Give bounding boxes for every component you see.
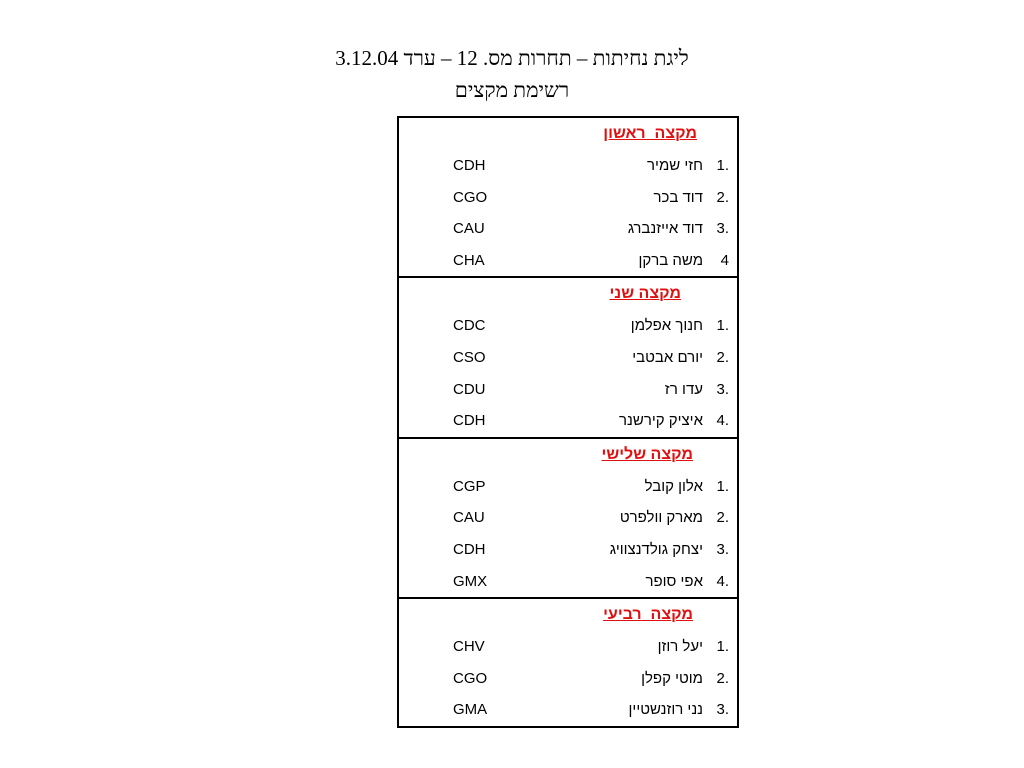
pilot-code: CDU: [453, 380, 486, 398]
pilot-code: CDH: [453, 540, 486, 558]
row-number: 2.: [716, 509, 729, 527]
row-number: 3.: [716, 701, 729, 719]
table-row: [399, 245, 737, 277]
pilot-code: CAU: [453, 220, 485, 238]
pilot-name: מוטי קפלן: [641, 669, 703, 687]
heat-heading: מקצה שני: [609, 285, 681, 303]
row-number: 4.: [716, 412, 729, 430]
heat-heading: מקצה ראשון: [603, 125, 697, 142]
row-number: 3.: [716, 380, 729, 398]
heat-group-1: [399, 118, 737, 276]
table-row: [399, 405, 737, 437]
row-number: 3.: [716, 540, 729, 558]
pilot-code: CGO: [453, 669, 488, 687]
heat-heading: מקצה רביעי: [603, 606, 693, 624]
pilot-code: CDH: [453, 412, 486, 430]
table-row: [399, 663, 737, 695]
row-number: 4: [720, 251, 729, 269]
document-subtitle: רשימת מקצים: [454, 78, 570, 102]
table-row: [399, 566, 737, 598]
row-number: 2.: [716, 669, 729, 687]
pilot-name: דוד בכר: [653, 188, 703, 206]
heat-group-4: [399, 597, 737, 726]
pilot-name: אפי סופר: [645, 572, 703, 590]
table-row: [399, 694, 737, 726]
pilot-code: GMX: [453, 572, 488, 590]
row-number: 3.: [716, 220, 729, 238]
pilot-name: מארק וולפרט: [619, 509, 703, 527]
pilot-code: CGO: [453, 188, 488, 206]
table-row: [399, 310, 737, 342]
row-number: 2.: [716, 348, 729, 366]
table-row: [399, 471, 737, 503]
table-row: [399, 502, 737, 534]
row-number: 1.: [716, 638, 729, 656]
table-row: [399, 150, 737, 182]
pilot-name: דוד אייזנברג: [627, 220, 703, 238]
row-number: 1.: [716, 157, 729, 174]
pilot-name: איציק קירשנר: [619, 412, 703, 430]
pilot-code: CHA: [453, 251, 485, 269]
table-row: [399, 213, 737, 245]
heat-group-3: [399, 437, 737, 597]
pilot-name: אלון קובל: [644, 477, 703, 495]
pilot-name: עדו רז: [664, 380, 703, 398]
table-row: [399, 342, 737, 374]
table-row: [399, 182, 737, 214]
row-number: 4.: [716, 572, 729, 590]
table-row: [399, 631, 737, 663]
pilot-name: יורם אבטבי: [632, 348, 703, 366]
pilot-code: GMA: [453, 701, 488, 719]
heat-heading: מקצה שלישי: [601, 445, 693, 463]
pilot-code: CAU: [453, 509, 485, 527]
pilot-name: יצחק גולדנצוויג: [609, 540, 703, 558]
pilot-name: חזי שמיר: [647, 157, 703, 174]
pilot-name: חנוך אפלמן: [630, 317, 703, 335]
table-row: [399, 374, 737, 406]
heats-table: [397, 116, 739, 728]
pilot-code: CGP: [453, 477, 486, 495]
pilot-code: CHV: [453, 638, 485, 656]
pilot-name: משה ברקן: [638, 251, 703, 269]
table-row: [399, 534, 737, 566]
pilot-code: CSO: [453, 348, 486, 366]
pilot-name: נני רוזנשטיין: [628, 701, 703, 719]
heat-group-2: [399, 276, 737, 436]
pilot-name: יעל רוזן: [657, 638, 703, 656]
row-number: 1.: [716, 317, 729, 335]
pilot-code: CDH: [453, 157, 486, 174]
row-number: 1.: [716, 477, 729, 495]
row-number: 2.: [716, 188, 729, 206]
pilot-code: CDC: [453, 317, 486, 335]
document-title: ליגת נחיתות – תחרות מס. 12 – ערד 3.12.04: [335, 46, 689, 70]
